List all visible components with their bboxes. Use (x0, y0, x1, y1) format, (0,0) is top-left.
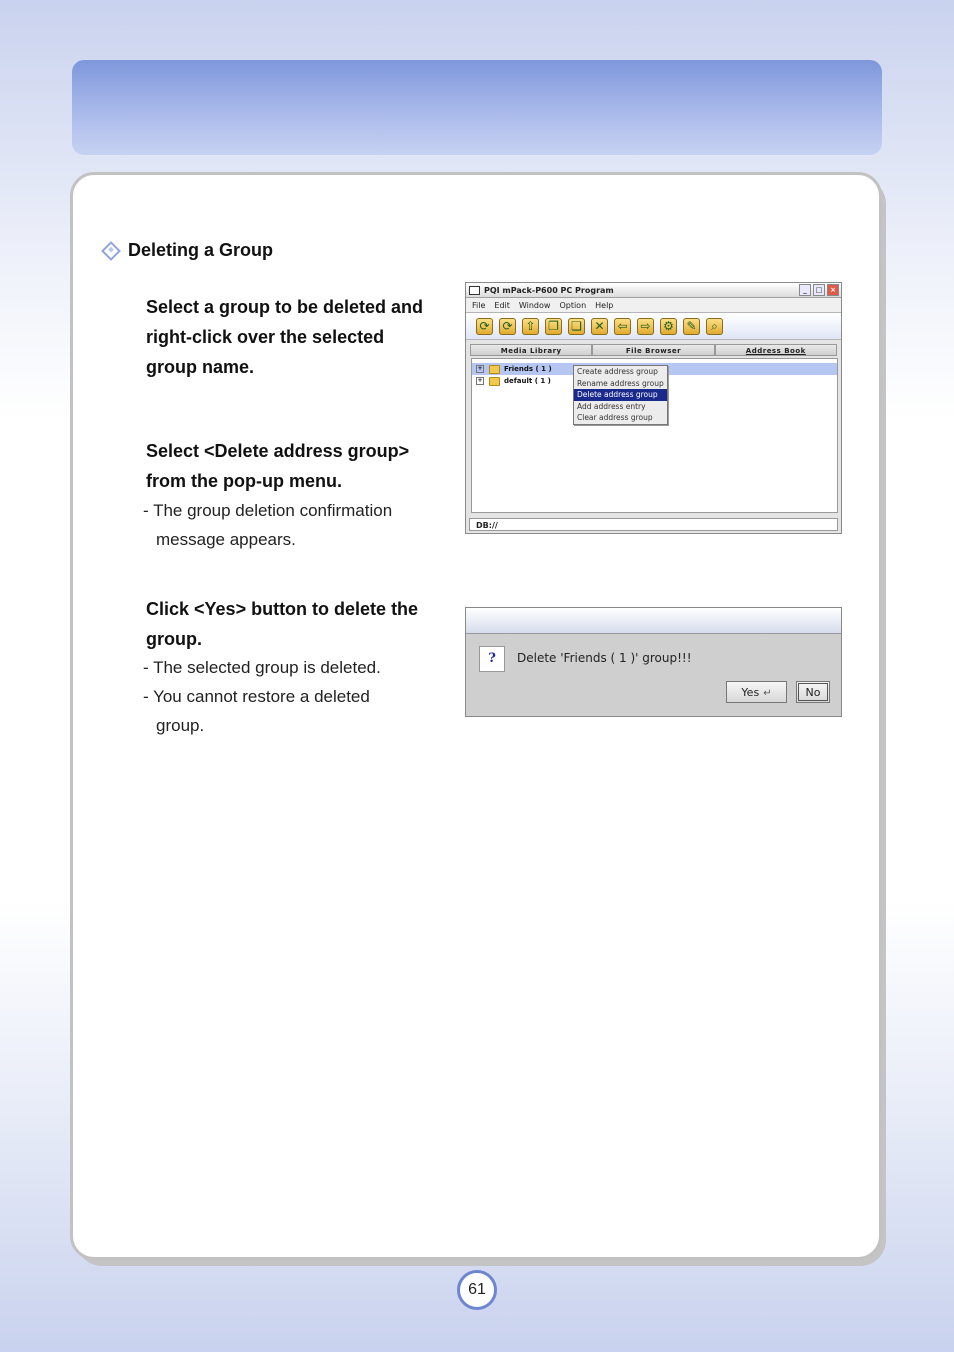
dialog-message: Delete 'Friends ( 1 )' group!!! (517, 651, 692, 665)
header-band (72, 60, 882, 155)
app-titlebar (466, 283, 841, 298)
menu-window[interactable]: Window (518, 300, 551, 310)
step-3-note-2-line-2: group. (156, 716, 205, 735)
status-bar: DB:// (469, 518, 838, 531)
tools-icon[interactable]: ✎ (683, 318, 700, 335)
window-controls (799, 284, 839, 296)
step-3-notes (143, 653, 381, 740)
menu-item-rename-group[interactable]: Rename address group (577, 378, 664, 388)
menu-item-create-group[interactable]: Create address group (577, 367, 658, 376)
section-title (100, 240, 273, 261)
minimize-button[interactable]: _ (799, 284, 811, 296)
step-3-note-2-line-1: - You cannot restore a deleted (143, 687, 370, 706)
step-2-note-line-1: - The group deletion confirmation (143, 501, 393, 520)
tab-address-book[interactable]: Address Book (715, 344, 837, 356)
maximize-button[interactable]: □ (813, 284, 825, 296)
menu-item-clear-group[interactable]: Clear address group (577, 413, 653, 423)
folder-icon (489, 365, 500, 374)
step-2-note-line-2: message appears. (156, 530, 296, 549)
menu-file[interactable]: File (472, 300, 486, 310)
address-tree-pane (471, 358, 838, 513)
yes-button[interactable] (726, 681, 787, 703)
window-icon (469, 286, 480, 295)
step-2-line-1: Select <Delete address group> (146, 441, 410, 461)
step-3-note-1: - The selected group is deleted. (143, 658, 381, 677)
expand-icon[interactable]: + (477, 365, 483, 372)
menu-help[interactable]: Help (595, 300, 614, 310)
menu-edit[interactable]: Edit (494, 300, 510, 310)
confirm-dialog (465, 607, 842, 717)
app-window-screenshot (465, 282, 842, 534)
yes-button-label: Yes (741, 686, 760, 699)
export-icon[interactable]: ⇨ (637, 318, 654, 335)
step-1-line-2: right-click over the selected (146, 327, 385, 347)
menu-item-delete-group[interactable]: Delete address group (574, 389, 667, 401)
no-button[interactable]: No (796, 681, 830, 703)
search-icon[interactable]: ⌕ (706, 318, 723, 335)
diamond-bullet-icon (101, 241, 121, 261)
menu-option[interactable]: Option (559, 300, 587, 310)
step-1-line-1: Select a group to be deleted and (146, 297, 424, 317)
tree-item-label: default ( 1 ) (504, 377, 551, 385)
app-title: PQI mPack-P600 PC Program (484, 285, 614, 295)
tab-media-library[interactable]: Media Library (470, 344, 592, 356)
folder-icon (489, 377, 500, 386)
sync-icon[interactable]: ⟳ (476, 318, 493, 335)
menu-item-add-entry[interactable]: Add address entry (577, 401, 646, 411)
settings-icon[interactable]: ⚙ (660, 318, 677, 335)
import-icon[interactable]: ⇦ (614, 318, 631, 335)
dialog-titlebar (466, 608, 841, 634)
step-1-line-3: group name. (146, 357, 255, 377)
tab-file-browser[interactable]: File Browser (592, 344, 714, 356)
step-2-line-2: from the pop-up menu. (146, 471, 342, 491)
step-2-note (143, 496, 392, 554)
step-3-text (146, 594, 418, 654)
app-tabs (470, 344, 837, 356)
tree-item-label: Friends ( 1 ) (504, 365, 552, 373)
context-menu (573, 365, 668, 425)
question-icon: ? (479, 646, 505, 672)
step-3-line-1: Click <Yes> button to delete the (146, 599, 419, 619)
upload-icon[interactable]: ⇧ (522, 318, 539, 335)
app-toolbar (466, 312, 841, 340)
step-2-text (146, 436, 409, 496)
paste-icon[interactable]: ❏ (568, 318, 585, 335)
delete-icon[interactable]: ✕ (591, 318, 608, 335)
copy-icon[interactable]: ❐ (545, 318, 562, 335)
expand-icon[interactable]: + (477, 377, 483, 384)
close-button[interactable]: × (827, 284, 839, 296)
step-1-text (146, 292, 423, 382)
step-3-line-2: group. (146, 629, 202, 649)
app-menubar (466, 298, 841, 312)
page-number: 61 (457, 1270, 497, 1310)
sync-icon[interactable]: ⟳ (499, 318, 516, 335)
enter-key-icon: ↵ (763, 688, 772, 699)
section-title-text: Deleting a Group (128, 240, 274, 260)
